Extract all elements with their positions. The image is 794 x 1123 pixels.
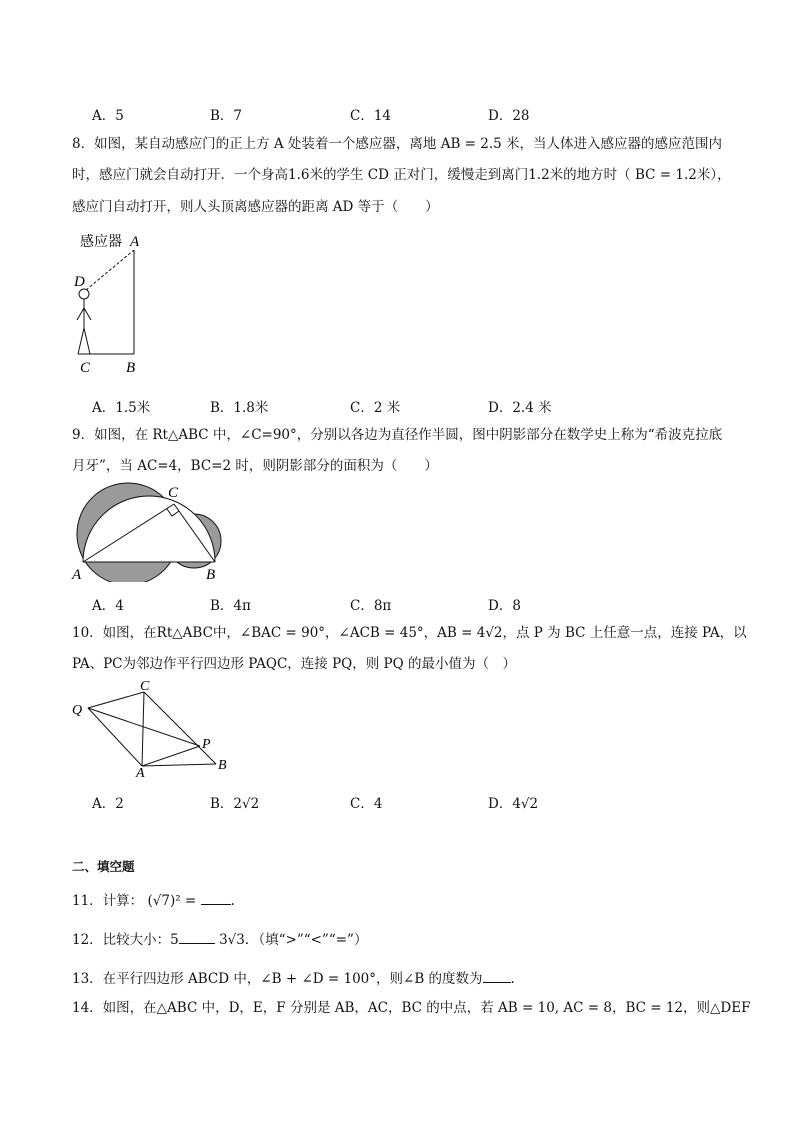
q10-option-a[interactable]: A．2: [92, 796, 124, 812]
q10-segment-ca: [142, 692, 144, 766]
q12-suffix: （填“>”“<”“=”）: [258, 932, 368, 948]
section-2-title: 二、填空题: [72, 859, 135, 874]
q10-label-p: P: [202, 737, 211, 752]
q11-prefix: 11．计算：: [72, 893, 144, 909]
q10-label-c: C: [140, 679, 150, 694]
q12-prefix: 12．比较大小：5: [72, 932, 179, 948]
q9-semicircle-bc: [167, 514, 221, 568]
q10-segment-qp: [88, 708, 200, 746]
q8-arm-right: [84, 308, 91, 320]
q8-option-a[interactable]: A．1.5米: [92, 400, 151, 416]
q13-answer-blank[interactable]: [483, 968, 511, 983]
question-12: [72, 929, 367, 949]
q9-label-b: B: [206, 567, 216, 582]
q11-suffix: .: [230, 893, 235, 909]
q8-option-d[interactable]: D．2.4 米: [488, 400, 552, 416]
q8-label-c: C: [80, 360, 91, 376]
q13-suffix: .: [510, 971, 515, 987]
q8-sensor-label: 感应器: [80, 235, 122, 250]
q13-text: 13．在平行四边形 ABCD 中，∠B + ∠D = 100°，则∠B 的度数为: [72, 971, 483, 987]
q8-dashed-line-ad: [86, 250, 134, 290]
q9-stem-line-2: 月牙”，当 AC=4，BC=2 时，则阴影部分的面积为（ ）: [72, 458, 438, 474]
q12-answer-blank[interactable]: [179, 929, 215, 944]
q9-option-d[interactable]: D．8: [488, 598, 521, 614]
q9-label-c: C: [168, 485, 179, 501]
q9-option-c[interactable]: C．8π: [350, 598, 392, 614]
q9-right-angle-mark: [167, 509, 179, 516]
q7-option-b[interactable]: B．7: [210, 108, 243, 124]
q10-label-q: Q: [72, 703, 83, 718]
q11-expression: (√7)² =: [147, 893, 197, 909]
q8-option-c[interactable]: C．2 米: [350, 400, 401, 416]
q10-segment-qc: [88, 692, 144, 708]
question-14: 14．如图，在△ABC 中，D，E，F 分别是 AB，AC，BC 的中点，若 AB = 10, AC = 8，BC = 12，则△DEF: [72, 1000, 751, 1016]
q8-stem-line-2: 时，感应门就会自动打开．一个身高1.6米的学生 CD 正对门，缓慢走到离门1.2米的地方时（ BC = 1.2米），: [72, 167, 731, 183]
q8-label-b: B: [126, 360, 136, 376]
q8-arm-left: [77, 308, 84, 320]
q7-option-c[interactable]: C．14: [350, 108, 392, 124]
q7-option-d[interactable]: D．28: [488, 108, 530, 124]
q8-label-d: D: [74, 274, 85, 290]
q10-segment-ab: [142, 764, 216, 766]
q9-stem-line-1: 9．如图，在 Rt△ABC 中，∠C=90°，分别以各边为直径作半圆，图中阴影部分在数学史上称为“希波克拉底: [72, 427, 723, 443]
q8-figure: [72, 228, 162, 378]
question-11: [72, 890, 235, 910]
q8-stem-line-1: 8．如图，某自动感应门的正上方 A 处装着一个感应器，离地 AB = 2.5 米，当人体进入感应器的感应范围内: [72, 136, 723, 152]
q11-answer-blank[interactable]: [201, 890, 231, 905]
q9-option-a[interactable]: A．4: [92, 598, 124, 614]
q9-figure: [70, 482, 240, 582]
q8-leg-left: [78, 328, 84, 354]
q9-label-a: A: [72, 567, 82, 582]
q10-label-a: A: [136, 766, 145, 778]
question-13: [72, 968, 515, 988]
q10-option-b[interactable]: B．2√2: [210, 796, 260, 812]
q10-stem-line-2: PA、PC为邻边作平行四边形 PAQC，连接 PQ，则 PQ 的最小值为（ ）: [72, 656, 516, 672]
q10-segment-ap: [142, 746, 200, 766]
q10-figure: [70, 678, 240, 778]
q9-shaded-lunes: [77, 483, 221, 582]
q8-head-circle: [79, 289, 89, 299]
q10-option-c[interactable]: C．4: [350, 796, 383, 812]
q10-label-b: B: [218, 758, 227, 773]
q7-option-a[interactable]: A．5: [92, 108, 124, 124]
q9-option-b[interactable]: B．4π: [210, 598, 251, 614]
q8-option-b[interactable]: B．1.8米: [210, 400, 269, 416]
q8-leg-right: [84, 328, 90, 354]
q8-stem-line-3: 感应门自动打开，则人头顶离感应器的距离 AD 等于（ ）: [72, 199, 439, 215]
q10-stem-line-1: 10．如图，在Rt△ABC中，∠BAC = 90°，∠ACB = 45°，AB = 4√2，点 P 为 BC 上任意一点，连接 PA，以: [72, 625, 747, 641]
q8-label-a: A: [130, 234, 140, 250]
q10-option-d[interactable]: D．4√2: [488, 796, 539, 812]
q12-mid: 3√3．: [219, 932, 259, 948]
